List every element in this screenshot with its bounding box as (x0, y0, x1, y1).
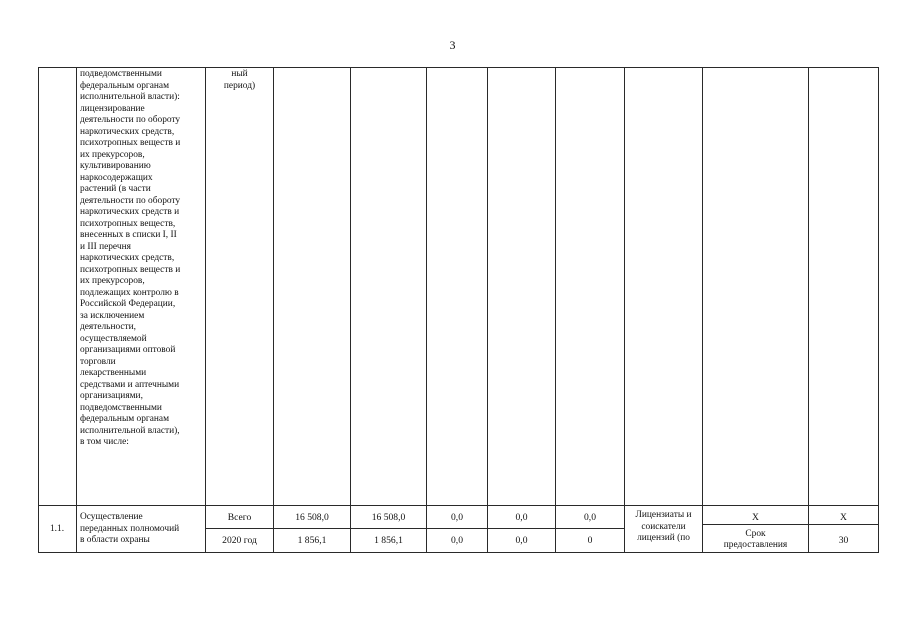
col-divider-4 (350, 67, 351, 553)
year-2020-value-1: 1 856,1 (297, 535, 327, 546)
col-divider-3 (273, 67, 274, 553)
period-label: ный период) (223, 69, 256, 91)
subrow-divider-right (702, 524, 879, 525)
col-divider-2 (205, 67, 206, 553)
col-divider-8 (624, 67, 625, 553)
col-divider-10 (808, 67, 809, 553)
col-divider-7 (555, 67, 556, 553)
col-divider-9 (702, 67, 703, 553)
recipient-label: Лицензиаты и соискатели лицензий (по (635, 510, 692, 543)
indicator-label: Срок предоставления (723, 529, 788, 550)
row-divider-1-1 (38, 505, 879, 506)
indicator-value: 30 (838, 535, 849, 546)
year-2020-label: 2020 год (222, 535, 257, 546)
total-x-1: Х (752, 512, 759, 523)
table-border-bottom (38, 552, 879, 553)
year-2020-value-3: 0,0 (451, 535, 463, 546)
total-value-4: 0,0 (515, 512, 528, 523)
subrow-divider-left (205, 528, 625, 529)
table-border-right (878, 67, 879, 553)
row-description: Осуществление переданных полномочий в области охраны (80, 512, 180, 545)
total-value-1: 16 508,0 (295, 512, 329, 523)
total-value-5: 0,0 (584, 512, 596, 523)
activity-description: подведомственными федеральным органам исполнительной власти): лицензирование деятельности по обороту наркотических средств, психотропных веществ и их прекурсоров, культивированию наркосодержащих растений (в части деятельности по обороту наркотических средств и психотропных веществ, внесенных в списки I, II и III перечня наркотических средств, психотропных веществ и их прекурсоров, подлежащих контролю в Российской Федерации, за исключением деятельности, осуществляемой организациями оптовой торговли лекарственными средствами и аптечными организациями, подведомственными федеральным органам исполнительной власти), в том числе: (80, 69, 181, 447)
page-number: 3 (449, 38, 456, 52)
total-x-2: Х (840, 512, 847, 523)
year-2020-value-2: 1 856,1 (374, 535, 403, 546)
col-divider-1 (76, 67, 77, 553)
row-number: 1.1. (49, 524, 65, 534)
total-value-3: 0,0 (451, 512, 463, 523)
total-value-2: 16 508,0 (371, 512, 406, 523)
year-2020-value-4: 0,0 (515, 535, 528, 546)
col-divider-6 (487, 67, 488, 553)
year-2020-value-5: 0 (587, 535, 593, 546)
table-border-top (38, 67, 879, 68)
col-divider-5 (426, 67, 427, 553)
table-border-left (38, 67, 39, 553)
total-label: Всего (227, 512, 252, 523)
